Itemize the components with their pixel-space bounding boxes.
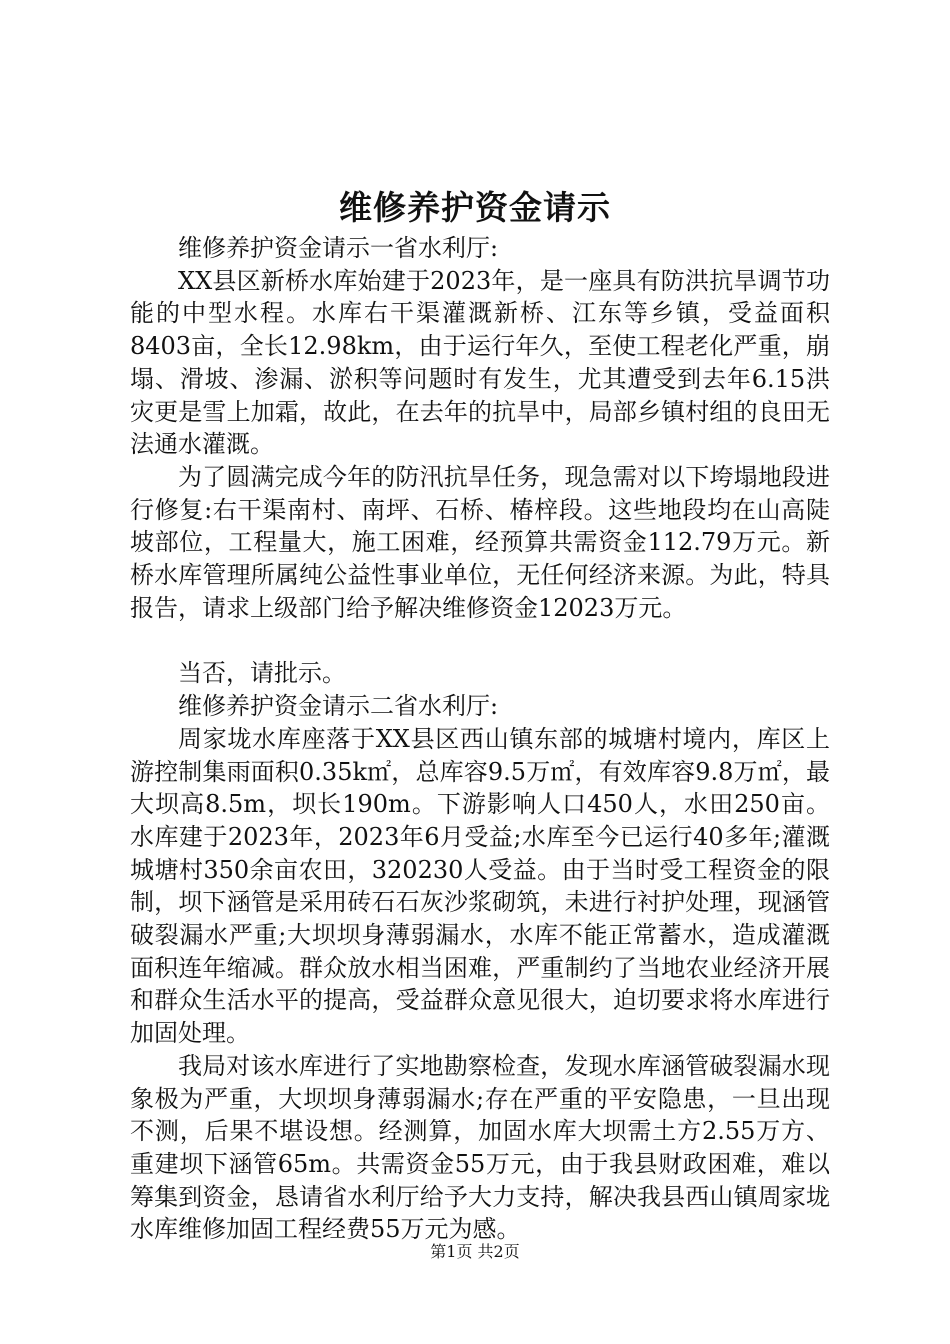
paragraph-2: 为了圆满完成今年的防汛抗旱任务，现急需对以下垮塌地段进行修复:右干渠南村、南坪、石桥、椿梓段。这些地段均在山高陡坡部位，工程量大，施工困难，经预算共需资金112.79万元。新桥水库管理所属纯公益性事业单位，无任何经济来源。为此，特具报告，请求上级部门给予解决维修资金12023万元。 — [130, 462, 830, 622]
paragraph-1: XX县区新桥水库始建于2023年，是一座具有防洪抗旱调节功能的中型水程。水库右干渠灌溉新桥、江东等乡镇，受益面积8403亩，全长12.98km，由于运行年久，至使工程老化严重，崩塌、滑坡、渗漏、淤积等问题时有发生，尤其遭受到去年6.15洪灾更是雪上加霜，故此，在去年的抗旱中，局部乡镇村组的良田无法通水灌溉。 — [130, 266, 830, 459]
document-body — [130, 232, 830, 1246]
salutation-2: 维修养护资金请示二省水利厅: — [178, 692, 499, 721]
salutation-1: 维修养护资金请示一省水利厅: — [178, 234, 499, 262]
paragraph-3: 周家垅水库座落于XX县区西山镇东部的城塘村境内，库区上游控制集雨面积0.35k㎡，总库容9.5万㎡，有效库容9.8万㎡，最大坝高8.5m，坝长190m。下游影响人口450人，水田250亩。水库建于2023年，2023年6月受益;水库至今已运行40多年;灌溉城塘村350余亩农田，320230人受益。由于当时受工程资金的限制，坝下涵管是采用砖石石灰沙浆砌筑，未进行衬护处理，现涵管破裂漏水严重;大坝坝身薄弱漏水，水库不能正常蓄水，造成灌溉面积连年缩减。群众放水相当困难，严重制约了当地农业经济开展和群众生活水平的提高，受益群众意见很大，迫切要求将水库进行加固处理。 — [130, 724, 830, 1048]
page-number: 第1页 共2页 — [430, 1242, 520, 1261]
document-title: 维修养护资金请示 — [339, 188, 611, 227]
closing-request: 当否，请批示。 — [178, 659, 346, 688]
paragraph-gap — [130, 624, 830, 657]
paragraph-4: 我局对该水库进行了实地勘察检查，发现水库涵管破裂漏水现象极为严重，大坝坝身薄弱漏水;存在严重的平安隐患，一旦出现不测，后果不堪设想。经测算，加固水库大坝需土方2.55万方、重建坝下涵管65m。共需资金55万元，由于我县财政困难，难以筹集到资金，恳请省水利厅给予大力支持，解决我县西山镇周家垅水库维修加固工程经费55万元为感。 — [130, 1051, 830, 1244]
